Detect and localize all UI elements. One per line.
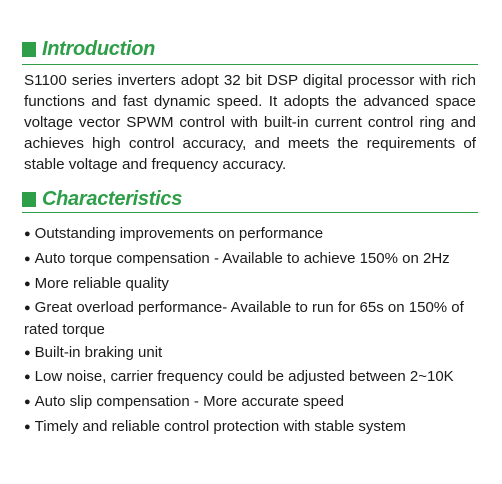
list-item-text: Timely and reliable control protection with stable system [34, 418, 406, 436]
list-item [24, 343, 476, 365]
section-marker-icon [22, 42, 36, 57]
introduction-header [22, 36, 155, 62]
list-item-text: Auto slip compensation - More accurate speed [34, 393, 344, 411]
list-item-text: Auto torque compensation - Available to achieve 150% on 2Hz [34, 249, 450, 267]
list-item-text: Built-in braking unit [34, 343, 163, 361]
bullet-icon: ● [24, 302, 31, 315]
list-item [24, 417, 476, 439]
introduction-divider [22, 64, 478, 65]
list-item-text: More reliable quality [34, 274, 169, 292]
bullet-icon: ● [24, 277, 31, 290]
bullet-icon: ● [24, 396, 31, 409]
bullet-icon: ● [24, 228, 31, 240]
list-item [24, 224, 476, 246]
characteristics-title: Characteristics [42, 187, 183, 210]
characteristics-list [24, 224, 476, 442]
bullet-icon: ● [24, 371, 31, 384]
introduction-title: Introduction [42, 37, 156, 60]
characteristics-header [22, 186, 182, 212]
list-item-text: Outstanding improvements on performance [34, 225, 324, 242]
list-item [24, 274, 476, 296]
list-item-text: Great overload performance- Available to run for 65s on 150% of rated torque [24, 299, 464, 338]
list-item-text: Low noise, carrier frequency could be adjusted between 2~10K [34, 368, 454, 386]
bullet-icon: ● [24, 252, 31, 265]
list-item [24, 298, 476, 339]
list-item [24, 249, 476, 271]
section-marker-icon [22, 192, 36, 207]
introduction-body: S1100 series inverters adopt 32 bit DSP digital processor with rich functions and fast dynamic speed. It adopts the advanced space voltage vector SPWM control with built-in current control ring and achieves high control accuracy, and meets the requirements of stable voltage and frequency accuracy. [24, 72, 476, 173]
bullet-icon: ● [24, 421, 31, 434]
characteristics-divider [22, 212, 478, 213]
bullet-icon: ● [24, 346, 31, 359]
list-item [24, 367, 476, 389]
list-item [24, 392, 476, 414]
